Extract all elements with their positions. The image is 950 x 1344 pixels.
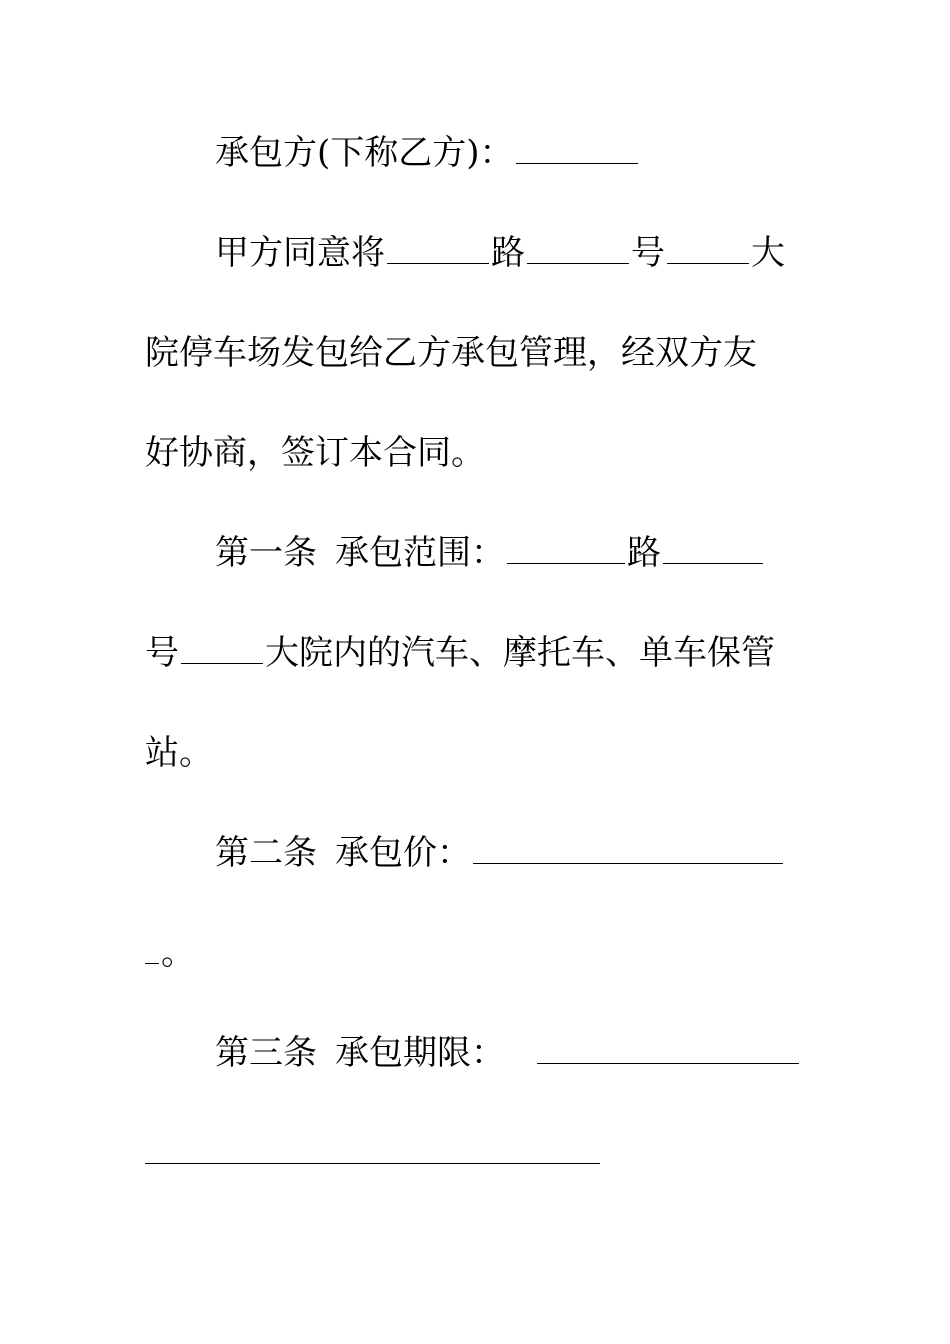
scope-number-label: 号 (145, 633, 179, 673)
article-1-line-2 (145, 628, 805, 678)
article-3-number: 第三条 (215, 1033, 317, 1073)
agreement-text-1: 甲方同意将 (215, 233, 385, 273)
contractor-label: 承包方(下称乙方)： (215, 133, 514, 173)
article-2-label: 承包价： (335, 833, 471, 873)
scope-compound-blank[interactable] (181, 629, 263, 664)
article-2-number: 第二条 (215, 833, 317, 873)
article-1-line-3 (145, 728, 805, 778)
agreement-line-1 (215, 228, 805, 278)
term-blank-continued[interactable] (145, 1163, 600, 1164)
scope-road-label: 路 (627, 533, 661, 573)
agreement-text-2: 院停车场发包给乙方承包管理，经双方友 (145, 333, 757, 373)
scope-text-end: 站。 (145, 733, 213, 773)
article-2-line (215, 828, 805, 878)
article-2-line-2 (145, 928, 805, 978)
scope-number-blank[interactable] (663, 529, 763, 564)
price-blank[interactable] (473, 829, 783, 864)
road-blank[interactable] (387, 229, 489, 264)
article-1-line (215, 528, 805, 578)
agreement-line-2 (145, 328, 805, 378)
price-blank-continued[interactable] (145, 929, 159, 964)
compound-label: 大 (751, 233, 785, 273)
article-1-label: 承包范围： (335, 533, 505, 573)
term-blank[interactable] (537, 1029, 799, 1064)
road-label: 路 (491, 233, 525, 273)
contractor-blank[interactable] (516, 129, 638, 164)
article-1-number: 第一条 (215, 533, 317, 573)
contractor-line (215, 128, 805, 178)
agreement-text-3: 好协商，签订本合同。 (145, 433, 485, 473)
article-3-label: 承包期限： (335, 1033, 505, 1073)
agreement-line-3 (145, 428, 805, 478)
number-label: 号 (631, 233, 665, 273)
number-blank[interactable] (527, 229, 629, 264)
compound-blank[interactable] (667, 229, 749, 264)
scope-text: 大院内的汽车、摩托车、单车保管 (265, 633, 775, 673)
article-3-line (215, 1028, 805, 1078)
scope-road-blank[interactable] (507, 529, 625, 564)
price-end: 。 (161, 933, 195, 973)
